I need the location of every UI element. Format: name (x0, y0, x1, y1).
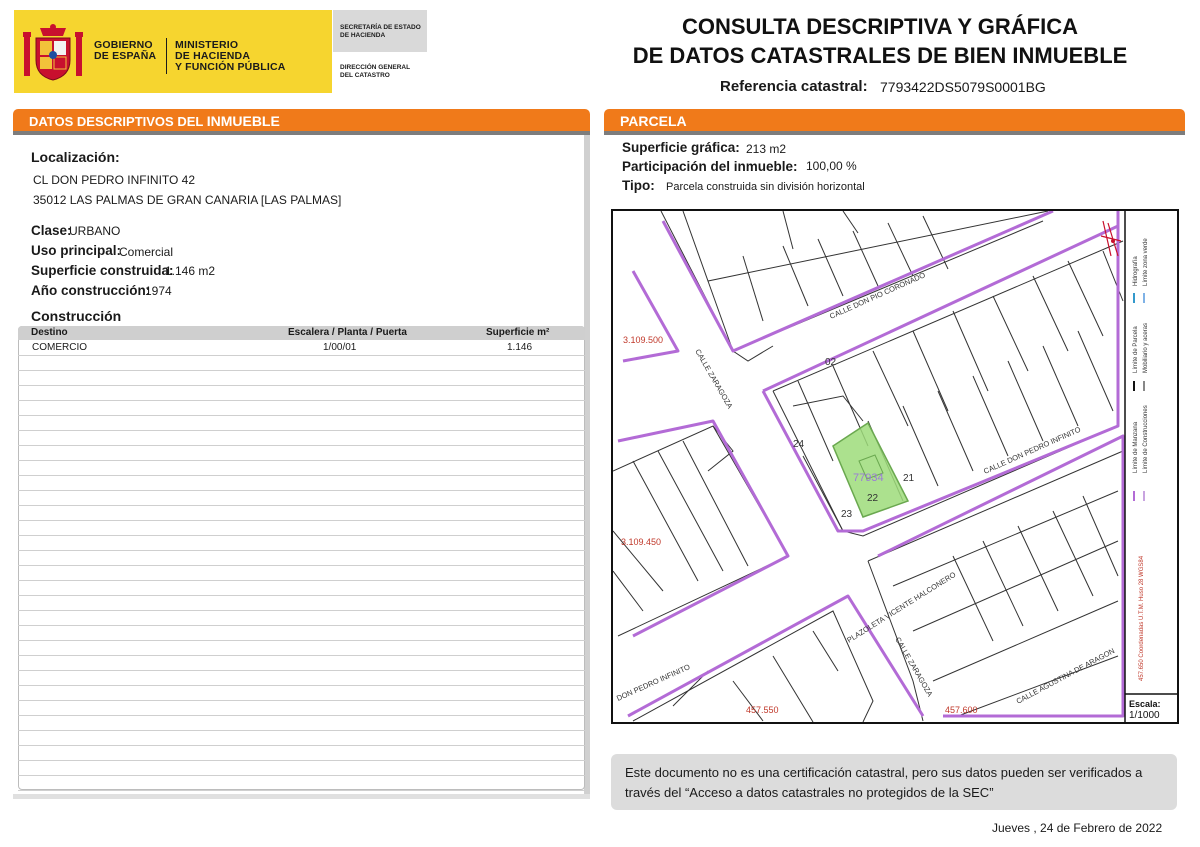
street-agustina-label: CALLE AGUSTINA DE ARAGON (1014, 646, 1117, 706)
section-header-inmueble (13, 109, 590, 131)
coord-y2-label: 3.109.450 (621, 537, 662, 547)
section-title-bold: INMUEBLE (206, 113, 280, 129)
scale-value: 1/1000 (1129, 710, 1160, 721)
ministry-line-3: Y FUNCIÓN PÚBLICA (175, 61, 286, 73)
ministry-line-1: MINISTERIO (175, 39, 239, 51)
table-empty-row (18, 701, 585, 716)
parcel-number-21: 21 (903, 473, 915, 484)
table-empty-row (18, 476, 585, 491)
table-row (18, 341, 585, 356)
table-empty-row (18, 686, 585, 701)
row-destino: COMERCIO (32, 342, 87, 353)
table-empty-row (18, 551, 585, 566)
table-empty-row (18, 416, 585, 431)
row-superficie: 1.146 (507, 342, 533, 353)
legend-limite-parcela: Límite de Parcela (1133, 326, 1139, 373)
section-title-prefix: DATOS DESCRIPTIVOS DEL (29, 114, 207, 129)
table-empty-row (18, 656, 585, 671)
table-empty-row (18, 356, 585, 371)
title-line-2: DE DATOS CATASTRALES DE BIEN INMUEBLE (632, 43, 1128, 68)
col-destino: Destino (31, 327, 68, 338)
street-zaragoza-top-label: CALLE ZARAGOZA (693, 347, 735, 411)
parcel-number-02: 02 (825, 357, 837, 368)
coord-x2-label: 457.600 (945, 705, 978, 715)
ref-label: Referencia catastral: (720, 78, 868, 95)
row-escalera: 1/00/01 (323, 342, 357, 353)
street-pedro-infinito-left-label: DON PEDRO INFINITO (615, 662, 692, 703)
table-empty-row (18, 461, 585, 476)
gov-name (94, 40, 156, 62)
table-empty-row (18, 581, 585, 596)
logo-divider (166, 38, 167, 74)
street-plazoleta-label: PLAZOLETA VICENTE HALCONERO (845, 569, 958, 645)
spain-coat-of-arms-icon (22, 22, 84, 84)
ref-value: 7793422DS5079S0001BG (880, 79, 1046, 95)
table-empty-row (18, 596, 585, 611)
table-empty-row (18, 401, 585, 416)
table-empty-row (18, 746, 585, 761)
table-empty-row (18, 536, 585, 551)
street-zaragoza-bottom-label: CALLE ZARAGOZA (893, 635, 935, 699)
document-date: Jueves , 24 de Febrero de 2022 (992, 821, 1163, 835)
legend-zona-verde: Límite zona verde (1143, 238, 1149, 286)
disclaimer-notice: Este documento no es una certificación catastral, pero sus datos pueden ser verificados a través del “Acceso a datos catastrales no protegidos de la SEC” (611, 754, 1177, 810)
uso-label: Uso principal: (31, 243, 122, 258)
parcel-label: 77934 (853, 472, 884, 484)
legend-mobiliario: Mobiliario y aceras (1143, 322, 1149, 373)
table-empty-row (18, 521, 585, 536)
superficie-value: 1.146 m2 (165, 264, 216, 278)
table-empty-row (18, 776, 585, 791)
anio-value: 1974 (145, 284, 172, 298)
sec-line-1: SECRETARÍA DE ESTADO (340, 24, 421, 31)
page-title (600, 12, 1160, 70)
table-empty-row (18, 491, 585, 506)
construccion-label: Construcción (31, 308, 122, 324)
address-line-2: 35012 LAS PALMAS DE GRAN CANARIA [LAS PALMAS] (33, 193, 342, 207)
ministry-line-2: DE HACIENDA (175, 50, 251, 62)
section-underline-left (13, 131, 590, 135)
table-empty-row (18, 671, 585, 686)
table-empty-row (18, 566, 585, 581)
map-svg (613, 211, 1177, 722)
left-panel-bottom-shadow (13, 794, 590, 799)
sup-grafica-value: 213 m2 (746, 142, 787, 156)
gov-line-1: GOBIERNO (94, 39, 153, 51)
parcel-number-23: 23 (841, 509, 853, 520)
clase-label: Clase: (31, 223, 72, 238)
legend-limite-manzana: Límite de Manzana (1133, 421, 1139, 473)
table-header (18, 326, 585, 340)
legend-hidrografia: Hidrografía (1133, 256, 1139, 286)
uso-value: Comercial (119, 245, 174, 259)
clase-value: URBANO (69, 224, 121, 238)
table-empty-row (18, 641, 585, 656)
table-empty-row (18, 431, 585, 446)
col-superficie: Superficie m² (486, 327, 550, 338)
title-line-1: CONSULTA DESCRIPTIVA Y GRÁFICA (681, 14, 1079, 39)
legend-limite-construcciones: Límite de Construcciones (1143, 405, 1149, 473)
tipo-label: Tipo: (622, 178, 655, 193)
section-header-parcela: PARCELA (604, 109, 1185, 131)
table-empty-row (18, 446, 585, 461)
table-empty-row (18, 716, 585, 731)
superficie-label: Superficie construida: (31, 263, 174, 278)
direccion-name (340, 64, 410, 80)
localizacion-label: Localización: (31, 149, 120, 165)
sec-line-2: DE HACIENDA (340, 32, 386, 39)
parcel-number-24: 24 (793, 439, 805, 450)
coord-x1-label: 457.550 (746, 705, 779, 715)
gov-line-2: DE ESPAÑA (94, 50, 157, 62)
table-empty-row (18, 761, 585, 776)
anio-label: Año construcción: (31, 283, 151, 298)
dir-line-1: DIRECCIÓN GENERAL (340, 64, 411, 71)
address-line-1: CL DON PEDRO INFINITO 42 (33, 173, 196, 187)
participacion-label: Participación del inmueble: (622, 159, 798, 174)
secretaria-name (340, 24, 421, 40)
table-empty-row (18, 371, 585, 386)
table-empty-row (18, 626, 585, 641)
parcel-number-22: 22 (867, 493, 879, 504)
table-empty-row (18, 611, 585, 626)
dir-line-2: DEL CATASTRO (340, 72, 390, 79)
col-escalera: Escalera / Planta / Puerta (288, 327, 407, 338)
coord-y1-label: 3.109.500 (623, 335, 664, 345)
street-pedro-infinito-right-label: CALLE DON PEDRO INFINITO (982, 424, 1083, 476)
ministry-name (175, 40, 286, 73)
street-don-pio-label: CALLE DON PIO CORONADO (828, 270, 927, 321)
participacion-value: 100,00 % (806, 159, 857, 173)
tipo-value: Parcela construida sin división horizontal (666, 181, 865, 193)
sup-grafica-label: Superficie gráfica: (622, 140, 740, 155)
table-empty-row (18, 506, 585, 521)
table-empty-row (18, 731, 585, 746)
scale-label: Escala: (1129, 699, 1161, 709)
cadastral-map (611, 209, 1179, 724)
legend-coord-note: 457.650 Coordenadas U.T.M. Huso 28 WGS84 (1139, 555, 1145, 681)
table-empty-row (18, 386, 585, 401)
section-underline-right (604, 131, 1185, 135)
